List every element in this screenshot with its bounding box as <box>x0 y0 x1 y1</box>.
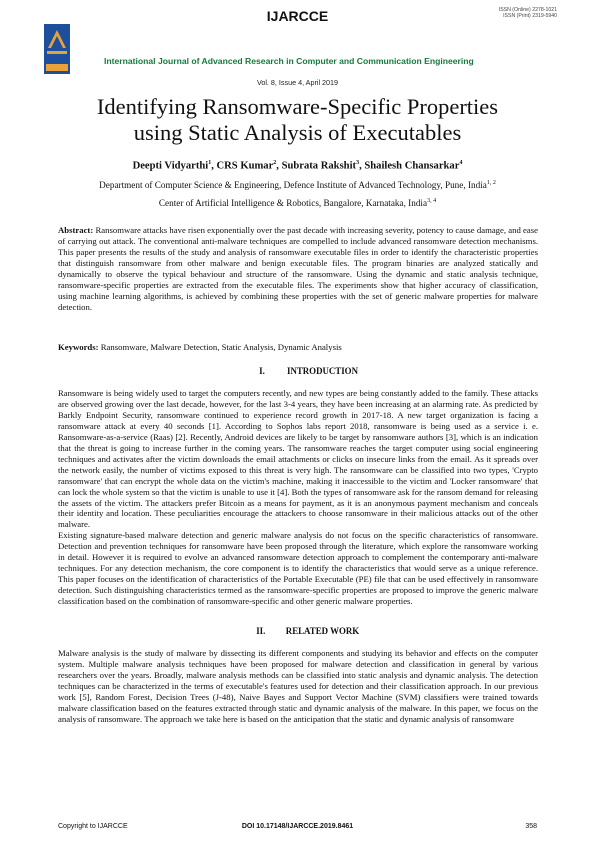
title-line-2: using Static Analysis of Executables <box>133 120 462 145</box>
title-line-1: Identifying Ransomware-Specific Properties <box>96 94 499 119</box>
section-heading-related-work <box>0 626 595 636</box>
affiliation-1 <box>0 180 595 190</box>
affiliation-2 <box>0 198 595 208</box>
affiliation-1-text: Department of Computer Science & Engineering, Defence Institute of Advanced Technology, Pune, India <box>99 180 487 191</box>
abstract-text: Ransomware attacks have risen exponentially over the past decade with increasing severity, potency to cause damage, and ease of carrying out attack. The conventional anti-malware techniques are compelled to include advanced ransomware detection mechanisms. This paper presents the results of the study and analysis of ransomware executable files in order to identify the characteristic properties that distinguish ransomware from other malware and benign executable files. The program binaries are analyzed statically and dynamically to observe the typical behaviour and structure of the ransomware. Using the dynamic and static analysis technique, ransomware-specific properties are extracted from the executable files. The experiments show that higher accuracy of classification, using machine learning algorithms, is achieved by combining these properties with the set of generic malware properties for malware detection. <box>58 225 539 312</box>
abstract-label: Abstract: <box>58 225 94 235</box>
volume-issue: Vol. 8, Issue 4, April 2019 <box>256 78 339 87</box>
affiliation-2-sup: 3, 4 <box>427 198 437 204</box>
introduction-body <box>58 388 538 607</box>
issn-online: ISSN (Online) 2278-1021 <box>498 7 557 13</box>
section-title: RELATED WORK <box>285 626 360 636</box>
paragraph: Ransomware is being widely used to target the computers recently, and new types are being constantly added to the family. These attacks are observed growing over the last decade, however, for the last 3-4 years, they have been increasing at an alarming rate. As predicted by Barkly Endpoint Security, ransomware continued to experience record growth in 2017-18. A new target organization is facing a ransomware attack at every 40 seconds [1]. According to Sophos labs report 2018, ransomware is being used as a service i. e. Ransomware-as-a-service (Raas) [2]. Recently, Android devices are likely to be target by ransomware authors [3], which is an indication that the threat is going to increase further in the coming years. The ransomware reaches the target computer using social engineering techniques and activates after the victim downloads the email attachments or clicks on insecure links from the email. As it spreads over the network easily, the number of victims exposed to this threat is very high. The ransomware can be classified into two types, 'Crypto ransomware' that can encrypt the whole data on the victim's machine, making it inaccessible to the victim and 'Locker ransomware' that can lock the whole system so that the victim is unable to use it [4]. Both the types of ransomware ask for the ransom demand for releasing the assets of the victim. The attackers prefer Bitcoin as a means for payment, as it is an anonymous payment mechanism and conceals their identity and location. These peculiarities encourage the attackers to choose ransomware in their malicious attacks out of the other malware. <box>58 388 538 530</box>
keywords-text: Ransomware, Malware Detection, Static Analysis, Dynamic Analysis <box>100 342 342 352</box>
footer-doi: DOI 10.17148/IJARCCE.2019.8461 <box>241 823 354 830</box>
section-number: I. <box>259 366 265 376</box>
section-heading-introduction <box>0 366 595 376</box>
paragraph: Malware analysis is the study of malware by dissecting its different components and studying its behavior and effects on the computer system. Multiple malware analysis techniques have been proposed for malware detection and classification in general by various researchers over the years. Broadly, malware analysis methods can be classified into static analysis and dynamic analysis. The detection techniques can be characterized in the terms of executable's features used for detection and their classification approach. In our previous work [5], Random Forest, Decision Trees (J-48), Naive Bayes and Support Vector Machine (SVM) classifiers were trained towards malware classification based on the features extracted through static and dynamic analysis of the malware. In this paper, we focus on the analysis of ransomware. The approach we take here is based on the anticipation that the static and dynamic analysis of ransomware <box>58 648 538 724</box>
affiliation-1-sup: 1, 2 <box>486 180 496 186</box>
keywords-label: Keywords: <box>58 342 99 352</box>
abstract <box>58 225 538 313</box>
footer-page-number: 358 <box>525 823 537 830</box>
paragraph: Existing signature-based malware detection and generic malware analysis do not focus on the specific characteristics of ransomware. Detection and prevention techniques for ransomware have been proposed through the literature, which explore the ransomware working in detail. However it is required to evolve an advanced ransomware detection approach to complement the contemporary anti-malware techniques. For any detection mechanism, the core component is to identify the characteristics that would serve as a unique reference. This paper focuses on the identification of characteristics of the Portable Executable (PE) file that can be used effectively in ransomware detection. Such distinguishing characteristics termed as the ransomware-specific properties are proposed to improve the generic malware classification based on the combination of ransomware-specific and other generic malware properties. <box>58 530 538 607</box>
keywords <box>58 342 538 353</box>
author-sup: 1 <box>208 160 212 166</box>
issn-block <box>499 7 557 19</box>
journal-short-name: IJARCCE <box>266 8 329 24</box>
journal-full-name: International Journal of Advanced Research in Computer and Communication Engineering <box>104 56 474 66</box>
author-name: Subrata Rakshit <box>281 160 357 172</box>
journal-logo-icon <box>44 24 70 74</box>
author-sup: 3 <box>356 160 360 166</box>
author-name: Shailesh Chansarkar <box>364 160 460 172</box>
section-number: II. <box>256 626 266 636</box>
footer-copyright: Copyright to IJARCCE <box>58 823 128 830</box>
issn-print: ISSN (Print) 2319-5940 <box>503 13 557 19</box>
paper-title <box>0 94 595 146</box>
section-title: INTRODUCTION <box>286 366 358 376</box>
author-name: CRS Kumar <box>216 160 274 172</box>
related-work-body <box>58 648 538 725</box>
author-name: Deepti Vidyarthi <box>132 160 209 172</box>
author-sup: 4 <box>459 160 463 166</box>
author-list: Deepti Vidyarthi$^1$, CRS Kumar$^2$, Subrata Rakshit$^3$, Shailesh Chansarkar$^4$ <box>132 160 463 172</box>
author-sup: 2 <box>273 160 277 166</box>
affiliation-2-text: Center of Artificial Intelligence & Robotics, Bangalore, Karnataka, India <box>158 198 428 209</box>
